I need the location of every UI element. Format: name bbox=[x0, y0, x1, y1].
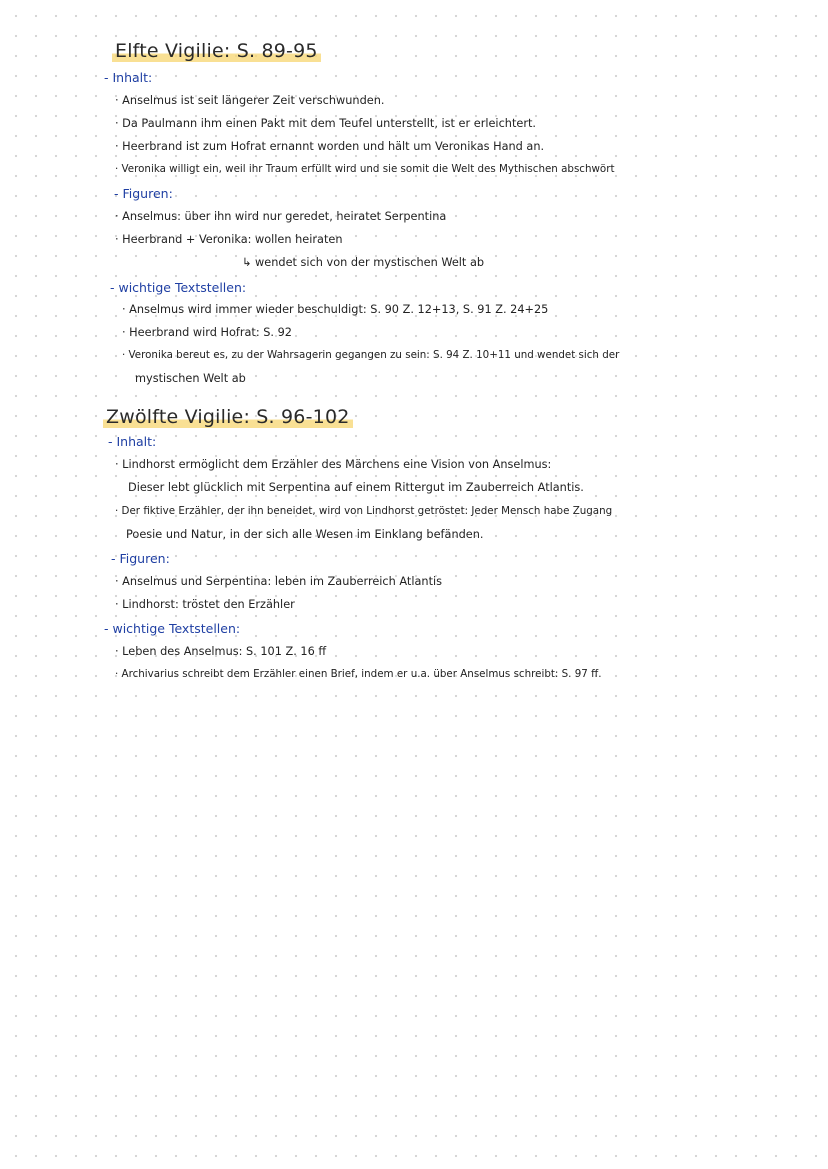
label-inhalt: - Inhalt: bbox=[104, 70, 153, 85]
label-figuren: - Figuren: bbox=[114, 186, 173, 201]
heading-highlight: Zwölfte Vigilie: S. 96-102 bbox=[103, 406, 353, 428]
inhalt-line: · Lindhorst ermöglicht dem Erzähler des Märchens eine Vision von Anselmus: bbox=[115, 458, 552, 471]
label-wichtige-textstellen: - wichtige Textstellen: bbox=[104, 621, 241, 636]
textstellen-line: · Anselmus wird immer wieder beschuldigt: S. 90 Z. 12+13, S. 91 Z. 24+25 bbox=[122, 303, 549, 316]
inhalt-line: Poesie und Natur, in der sich alle Wesen im Einklang befänden. bbox=[126, 528, 484, 541]
section-heading-zwoelfte-vigilie bbox=[103, 406, 353, 428]
label-wichtige-textstellen: - wichtige Textstellen: bbox=[110, 280, 247, 295]
figuren-line: ↳ wendet sich von der mystischen Welt ab bbox=[242, 256, 485, 269]
figuren-line: · Lindhorst: tröstet den Erzähler bbox=[115, 598, 295, 611]
figuren-line: · Anselmus: über ihn wird nur geredet, heiratet Serpentina bbox=[115, 210, 447, 223]
label-inhalt: - Inhalt: bbox=[108, 434, 157, 449]
inhalt-line: · Der fiktive Erzähler, der ihn beneidet, wird von Lindhorst getröstet: Jeder Mensch habe Zugang bbox=[115, 505, 613, 517]
textstellen-line: · Archivarius schreibt dem Erzähler einen Brief, indem er u.a. über Anselmus schreibt: S. 97 ff. bbox=[115, 668, 602, 680]
figuren-line: · Anselmus und Serpentina: leben im Zauberreich Atlantis bbox=[115, 575, 443, 588]
inhalt-line: · Veronika willigt ein, weil ihr Traum erfüllt wird und sie somit die Welt des Mythischen abschwört bbox=[115, 163, 615, 175]
heading-highlight: Elfte Vigilie: S. 89-95 bbox=[112, 40, 321, 62]
inhalt-line: · Anselmus ist seit längerer Zeit verschwunden. bbox=[115, 94, 385, 107]
textstellen-line: · Heerbrand wird Hofrat: S. 92 bbox=[122, 326, 292, 339]
figuren-line: · Heerbrand + Veronika: wollen heiraten bbox=[115, 233, 343, 246]
section-heading-elfte-vigilie bbox=[112, 40, 321, 62]
textstellen-line: mystischen Welt ab bbox=[135, 372, 246, 385]
inhalt-line: Dieser lebt glücklich mit Serpentina auf einem Rittergut im Zauberreich Atlantis. bbox=[128, 481, 584, 494]
textstellen-line: · Leben des Anselmus: S. 101 Z. 16 ff bbox=[115, 645, 327, 658]
label-figuren: - Figuren: bbox=[111, 551, 170, 566]
textstellen-line: · Veronika bereut es, zu der Wahrsagerin gegangen zu sein: S. 94 Z. 10+11 und wendet sich der bbox=[122, 349, 620, 361]
inhalt-line: · Da Paulmann ihm einen Pakt mit dem Teufel unterstellt, ist er erleichtert. bbox=[115, 117, 536, 130]
inhalt-line: · Heerbrand ist zum Hofrat ernannt worden und hält um Veronikas Hand an. bbox=[115, 140, 545, 153]
